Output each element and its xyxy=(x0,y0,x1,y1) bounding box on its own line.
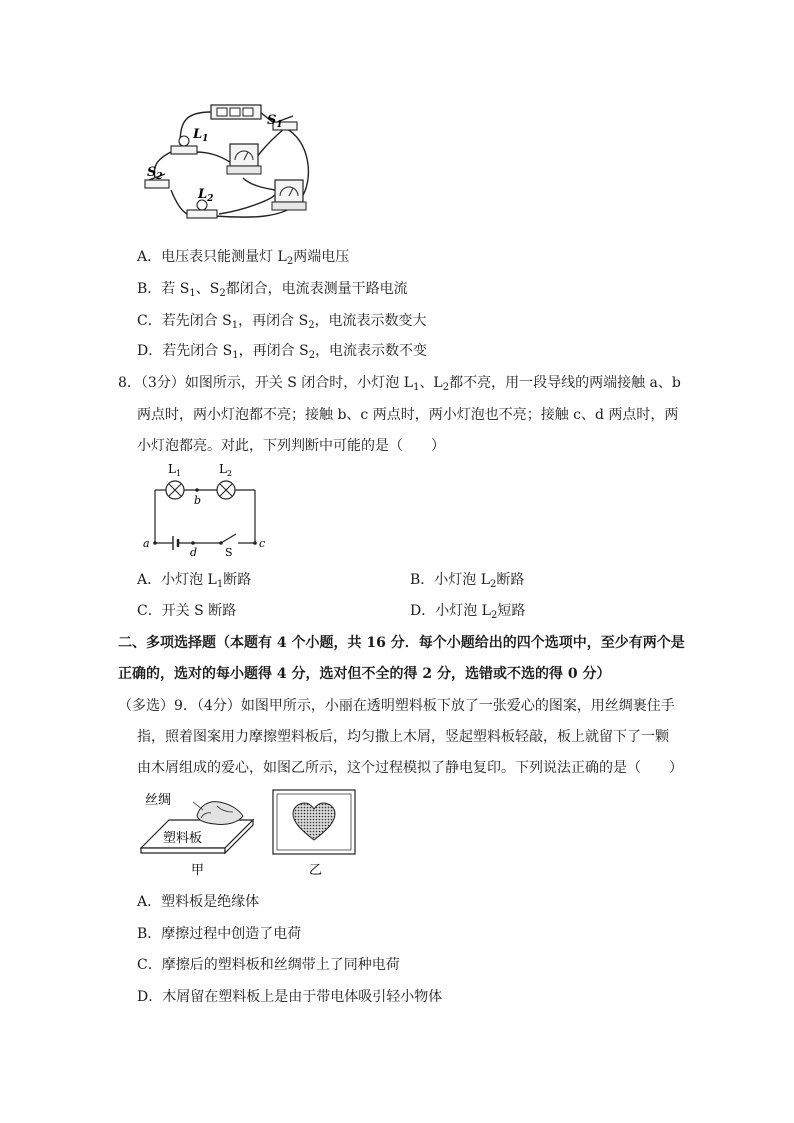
q9-figure xyxy=(135,788,365,880)
label-l1: L xyxy=(168,462,176,476)
lamp-l2 xyxy=(217,481,235,499)
svg-text:L1: $L_1$ xyxy=(168,462,182,478)
q7-option-d[interactable]: D．若先闭合 $S_1$，再闭合 $S_2$，电流表示数不变 xyxy=(137,343,428,361)
q7-circuit-figure xyxy=(135,100,325,225)
label-l1: L xyxy=(193,127,203,142)
q9-option-a[interactable]: A．塑料板是绝缘体 xyxy=(137,894,260,910)
label-a: a xyxy=(143,537,150,550)
battery-box xyxy=(211,105,261,119)
q8-stem-line2: 两点时，两小灯泡都不亮；接触 b、c 两点时，两小灯泡也不亮；接触 c、d 两点时，两 xyxy=(137,407,679,423)
label-s2: S xyxy=(147,165,157,180)
switch-lever xyxy=(221,534,236,543)
label-yi: 乙 xyxy=(309,863,323,878)
label-d: d xyxy=(190,546,198,558)
label-s1: S xyxy=(267,113,277,128)
ammeter xyxy=(227,144,261,174)
q8-stem-line1: 8．（3分）如图所示，开关 S 闭合时，小灯泡 $L_1$、$L_2$都不亮，用一段导线的两端接触 a、b xyxy=(118,375,681,393)
q9-stem-line3: 由木屑组成的爱心，如图乙所示，这个过程模拟了静电复印。下列说法正确的是（ ） xyxy=(137,760,683,776)
q8-option-a[interactable]: A．小灯泡 $L_1$断路 xyxy=(137,572,252,590)
q8-option-d[interactable]: D．小灯泡 $L_2$短路 xyxy=(410,603,526,621)
voltmeter xyxy=(272,180,306,210)
svg-text:S1: $S_1$ xyxy=(267,113,283,130)
lamp-l1 xyxy=(166,481,184,499)
section2-heading-line1: 二、多项选择题（本题有 4 个小题，共 16 分．每个小题给出的四个选项中，至少有两个是 xyxy=(118,635,685,651)
label-s: S xyxy=(225,546,233,558)
q9-option-b[interactable]: B．摩擦过程中创造了电荷 xyxy=(137,926,302,942)
svg-text:L2: $L_2$ xyxy=(198,187,214,204)
section2-heading-line2: 正确的，选对的每小题得 4 分，选对但不全的得 2 分，选错或不选的得 0 分） xyxy=(118,666,611,682)
label-b: b xyxy=(194,494,202,507)
label-l2: L xyxy=(198,187,208,202)
svg-text:S2: $S_2$ xyxy=(147,165,163,182)
q7-option-b[interactable]: B．若 $S_1$、$S_2$都闭合，电流表测量干路电流 xyxy=(137,281,408,299)
q8-option-b[interactable]: B．小灯泡 $L_2$断路 xyxy=(410,572,525,590)
label-jia: 甲 xyxy=(191,863,205,878)
svg-text:L1: $L_1$ xyxy=(193,127,209,144)
q7-option-a[interactable]: A．电压表只能测量灯 $L_2$两端电压 xyxy=(137,249,350,267)
q8-option-c[interactable]: C．开关 S 断路 xyxy=(137,603,237,619)
label-c: c xyxy=(259,537,266,550)
svg-text:L2: $L_2$ xyxy=(219,462,233,478)
q8-circuit-figure xyxy=(135,458,270,558)
q9-option-d[interactable]: D．木屑留在塑料板上是由于带电体吸引轻小物体 xyxy=(137,989,443,1005)
label-silk: 丝绸 xyxy=(145,793,172,808)
q9-stem-line1: （多选）9．（4分）如图甲所示，小丽在透明塑料板下放了一张爱心的图案，用丝绸裹住手 xyxy=(118,698,675,714)
q8-stem-line3: 小灯泡都亮。对此，下列判断中可能的是（ ） xyxy=(137,438,445,454)
q9-option-c[interactable]: C．摩擦后的塑料板和丝绸带上了同种电荷 xyxy=(137,957,400,973)
q7-option-c[interactable]: C．若先闭合 $S_1$，再闭合 $S_2$，电流表示数变大 xyxy=(137,313,427,331)
label-board: 塑料板 xyxy=(163,831,203,846)
q9-stem-line2: 指，照着图案用力摩擦塑料板后，均匀撒上木屑，竖起塑料板轻敲，板上就留下了一颗 xyxy=(137,729,669,745)
label-l2: L xyxy=(219,462,227,476)
